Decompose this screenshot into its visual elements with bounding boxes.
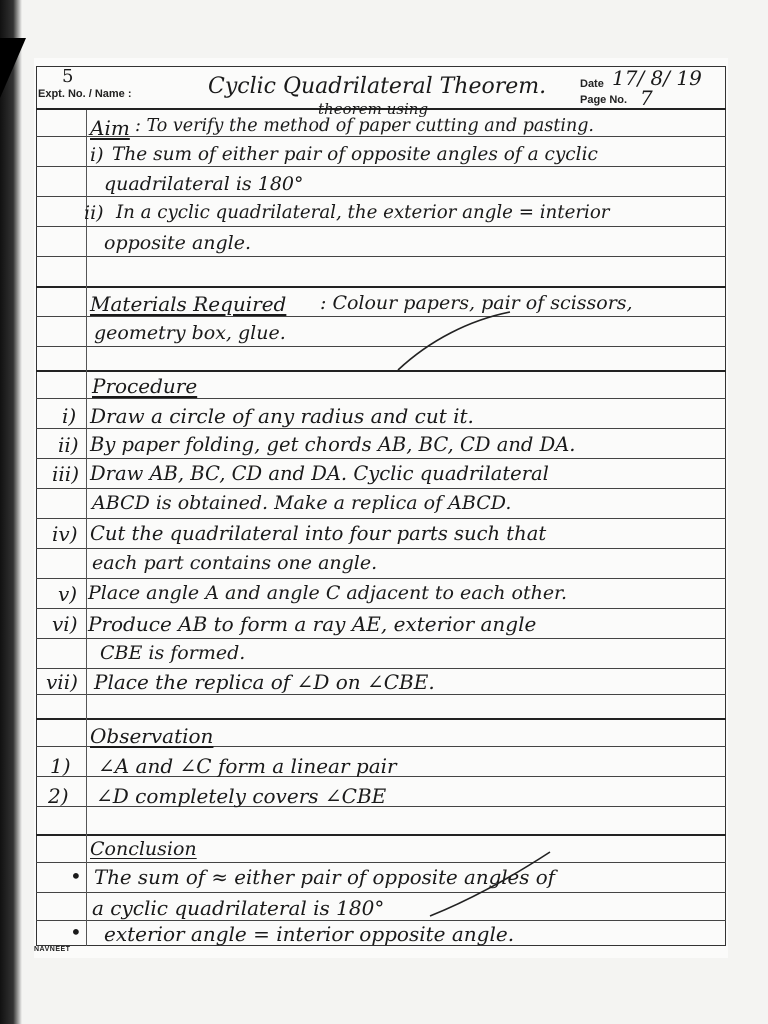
procedure-step-text: Cut the quadrilateral into four parts such that: [90, 522, 547, 545]
conclusion-line-3: exterior angle = interior opposite angle.: [104, 922, 515, 946]
aim-item-number: i): [90, 144, 104, 166]
page-label: Page No.: [580, 94, 628, 106]
procedure-heading: Procedure: [92, 374, 198, 398]
procedure-step-text: each part contains one angle.: [92, 552, 378, 574]
procedure-step-number: vii): [46, 670, 78, 694]
aim-insertion: theorem using: [318, 100, 429, 118]
observation-item-text: ∠D completely covers ∠CBE: [96, 784, 387, 808]
procedure-step-text: Draw a circle of any radius and cut it.: [90, 404, 474, 428]
observation-item-number: 1): [50, 754, 71, 778]
expt-label: Expt. No. / Name :: [38, 88, 132, 100]
brand-footer: NAVNEET: [34, 946, 71, 953]
procedure-step-number: ii): [58, 433, 79, 457]
aim-item-text: opposite angle.: [104, 232, 252, 254]
procedure-step-number: iv): [52, 522, 78, 546]
conclusion-line-2: a cyclic quadrilateral is 180°: [92, 896, 385, 920]
procedure-step-text: By paper folding, get chords AB, BC, CD and DA.: [90, 433, 576, 456]
conclusion-bullet: •: [70, 864, 82, 888]
procedure-step-number: v): [58, 582, 78, 606]
aim-heading: Aim: [90, 116, 130, 140]
procedure-step-text: Place angle A and angle C adjacent to each other.: [88, 582, 568, 604]
aim-line-1: : To verify the method of paper cutting and pasting.: [135, 116, 594, 136]
page-number: 7: [640, 86, 653, 110]
date-value: 17/ 8/ 19: [612, 66, 702, 90]
observation-item-text: ∠A and ∠C form a linear pair: [98, 754, 397, 778]
procedure-step-number: vi): [52, 612, 78, 636]
aim-item-text: The sum of either pair of opposite angles of a cyclic: [112, 144, 598, 165]
expt-number: 5: [62, 66, 74, 87]
aim-item-text: quadrilateral is 180°: [104, 173, 304, 195]
observation-heading: Observation: [90, 724, 214, 748]
procedure-step-number: iii): [52, 462, 79, 486]
procedure-step-number: i): [62, 404, 77, 428]
conclusion-heading: Conclusion: [90, 838, 197, 860]
procedure-step-text: Produce AB to form a ray AE, exterior angle: [88, 612, 537, 636]
date-label: Date: [580, 78, 604, 90]
conclusion-bullet: •: [70, 920, 82, 944]
observation-item-number: 2): [48, 784, 69, 808]
procedure-step-text: CBE is formed.: [100, 642, 246, 664]
procedure-step-text: ABCD is obtained. Make a replica of ABCD.: [92, 492, 512, 514]
aim-item-text: In a cyclic quadrilateral, the exterior angle = interior: [116, 202, 610, 223]
aim-item-number: ii): [84, 202, 104, 224]
materials-heading: Materials Required: [90, 292, 287, 316]
page-title: Cyclic Quadrilateral Theorem.: [208, 74, 547, 99]
conclusion-line-1: The sum of ≈ either pair of opposite angles of: [94, 866, 555, 889]
materials-line-2: geometry box, glue.: [94, 322, 286, 344]
procedure-step-text: Place the replica of ∠D on ∠CBE.: [94, 670, 435, 694]
materials-line-1: : Colour papers, pair of scissors,: [320, 292, 633, 314]
procedure-step-text: Draw AB, BC, CD and DA. Cyclic quadrilateral: [90, 462, 549, 485]
